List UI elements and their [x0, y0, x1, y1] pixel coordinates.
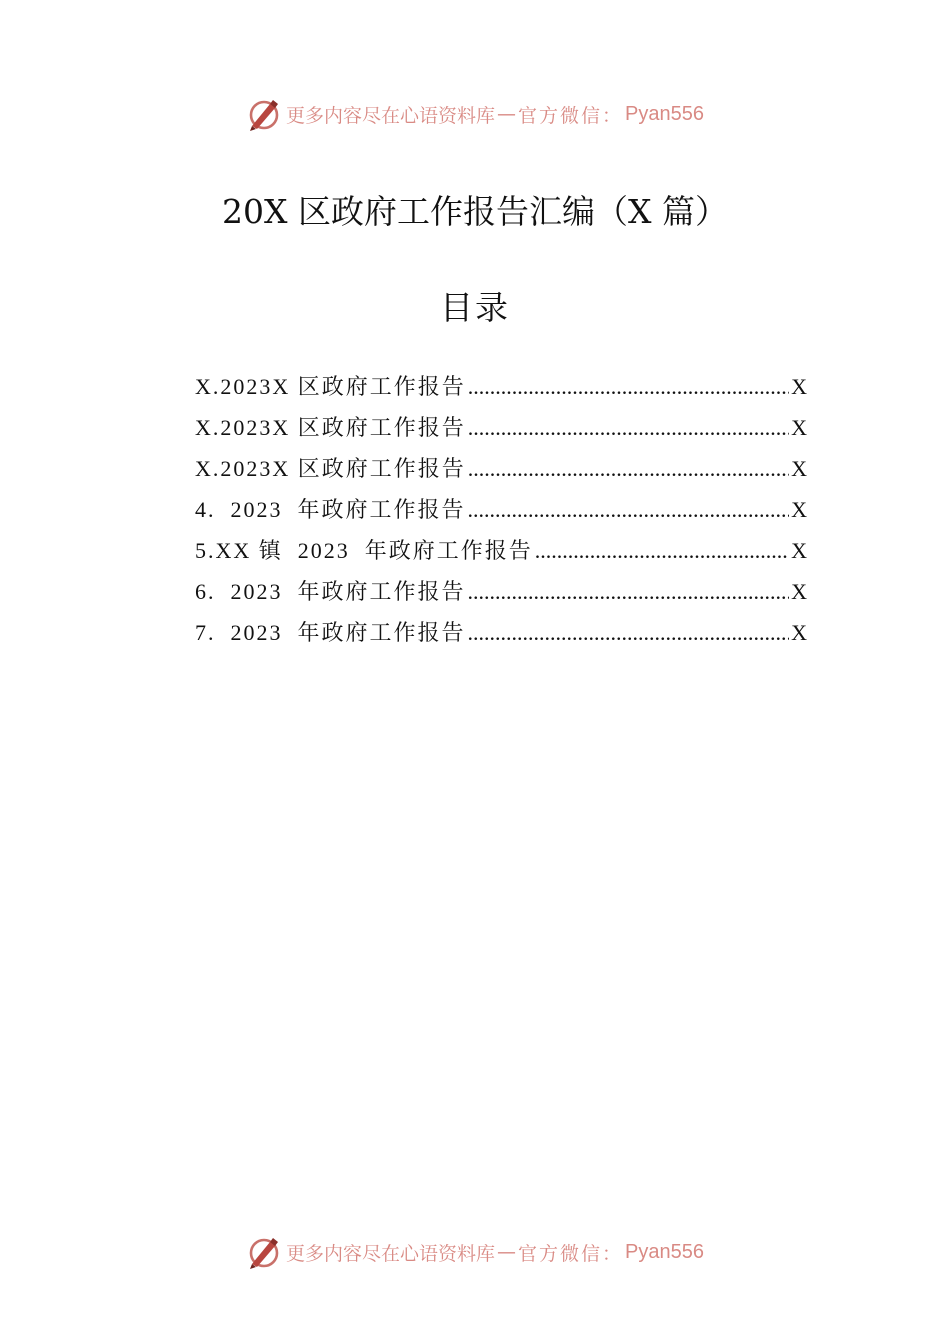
toc-leader-dots [468, 456, 789, 482]
toc-leader-dots [535, 538, 789, 564]
toc-item-label: 5.XX 镇 2023 年政府工作报告 [195, 538, 533, 563]
toc-item-page: X [791, 497, 807, 522]
pen-circle-logo-icon [246, 1234, 282, 1270]
toc-leader-dots [468, 415, 789, 441]
toc-item-page: X [791, 538, 807, 563]
banner-dash: — [497, 1241, 517, 1263]
header-watermark-banner [0, 94, 950, 134]
toc-leader-dots [468, 497, 790, 523]
toc-item-label: X.2023X 区政府工作报告 [195, 374, 466, 399]
toc-item-label: 7. 2023 年政府工作报告 [195, 620, 466, 645]
toc-item-page: X [791, 415, 807, 440]
toc-item[interactable] [195, 534, 807, 575]
toc-item-label: X.2023X 区政府工作报告 [195, 415, 466, 440]
pen-circle-logo-icon [246, 96, 282, 132]
toc-heading: 目录 [440, 288, 510, 327]
toc-item-page: X [791, 456, 807, 481]
toc-leader-dots [468, 620, 790, 646]
toc-item[interactable] [195, 370, 807, 411]
footer-watermark-banner [0, 1232, 950, 1272]
toc-leader-dots [468, 579, 790, 605]
toc-item-label: 6. 2023 年政府工作报告 [195, 579, 466, 604]
banner-wechat-label: 官方微信： [518, 104, 624, 127]
toc-item-label: X.2023X 区政府工作报告 [195, 456, 466, 481]
toc-item[interactable] [195, 452, 807, 493]
toc-item[interactable] [195, 493, 807, 534]
banner-text: 更多内容尽在心语资料库 [286, 1242, 496, 1265]
toc-item[interactable] [195, 575, 807, 616]
toc-item-page: X [791, 579, 807, 604]
table-of-contents [195, 370, 807, 657]
toc-item[interactable] [195, 616, 807, 657]
banner-wechat-id: Pyan556 [625, 102, 704, 125]
toc-item-label: 4. 2023 年政府工作报告 [195, 497, 466, 522]
banner-wechat-id: Pyan556 [625, 1240, 704, 1263]
toc-item-page: X [791, 620, 807, 645]
toc-item[interactable] [195, 411, 807, 452]
banner-wechat-label: 官方微信： [518, 1242, 624, 1265]
toc-leader-dots [468, 374, 789, 400]
banner-dash: — [497, 103, 517, 125]
banner-text: 更多内容尽在心语资料库 [286, 104, 496, 127]
document-title: 20X 区政府工作报告汇编（X 篇） [222, 192, 728, 231]
toc-item-page: X [791, 374, 807, 399]
